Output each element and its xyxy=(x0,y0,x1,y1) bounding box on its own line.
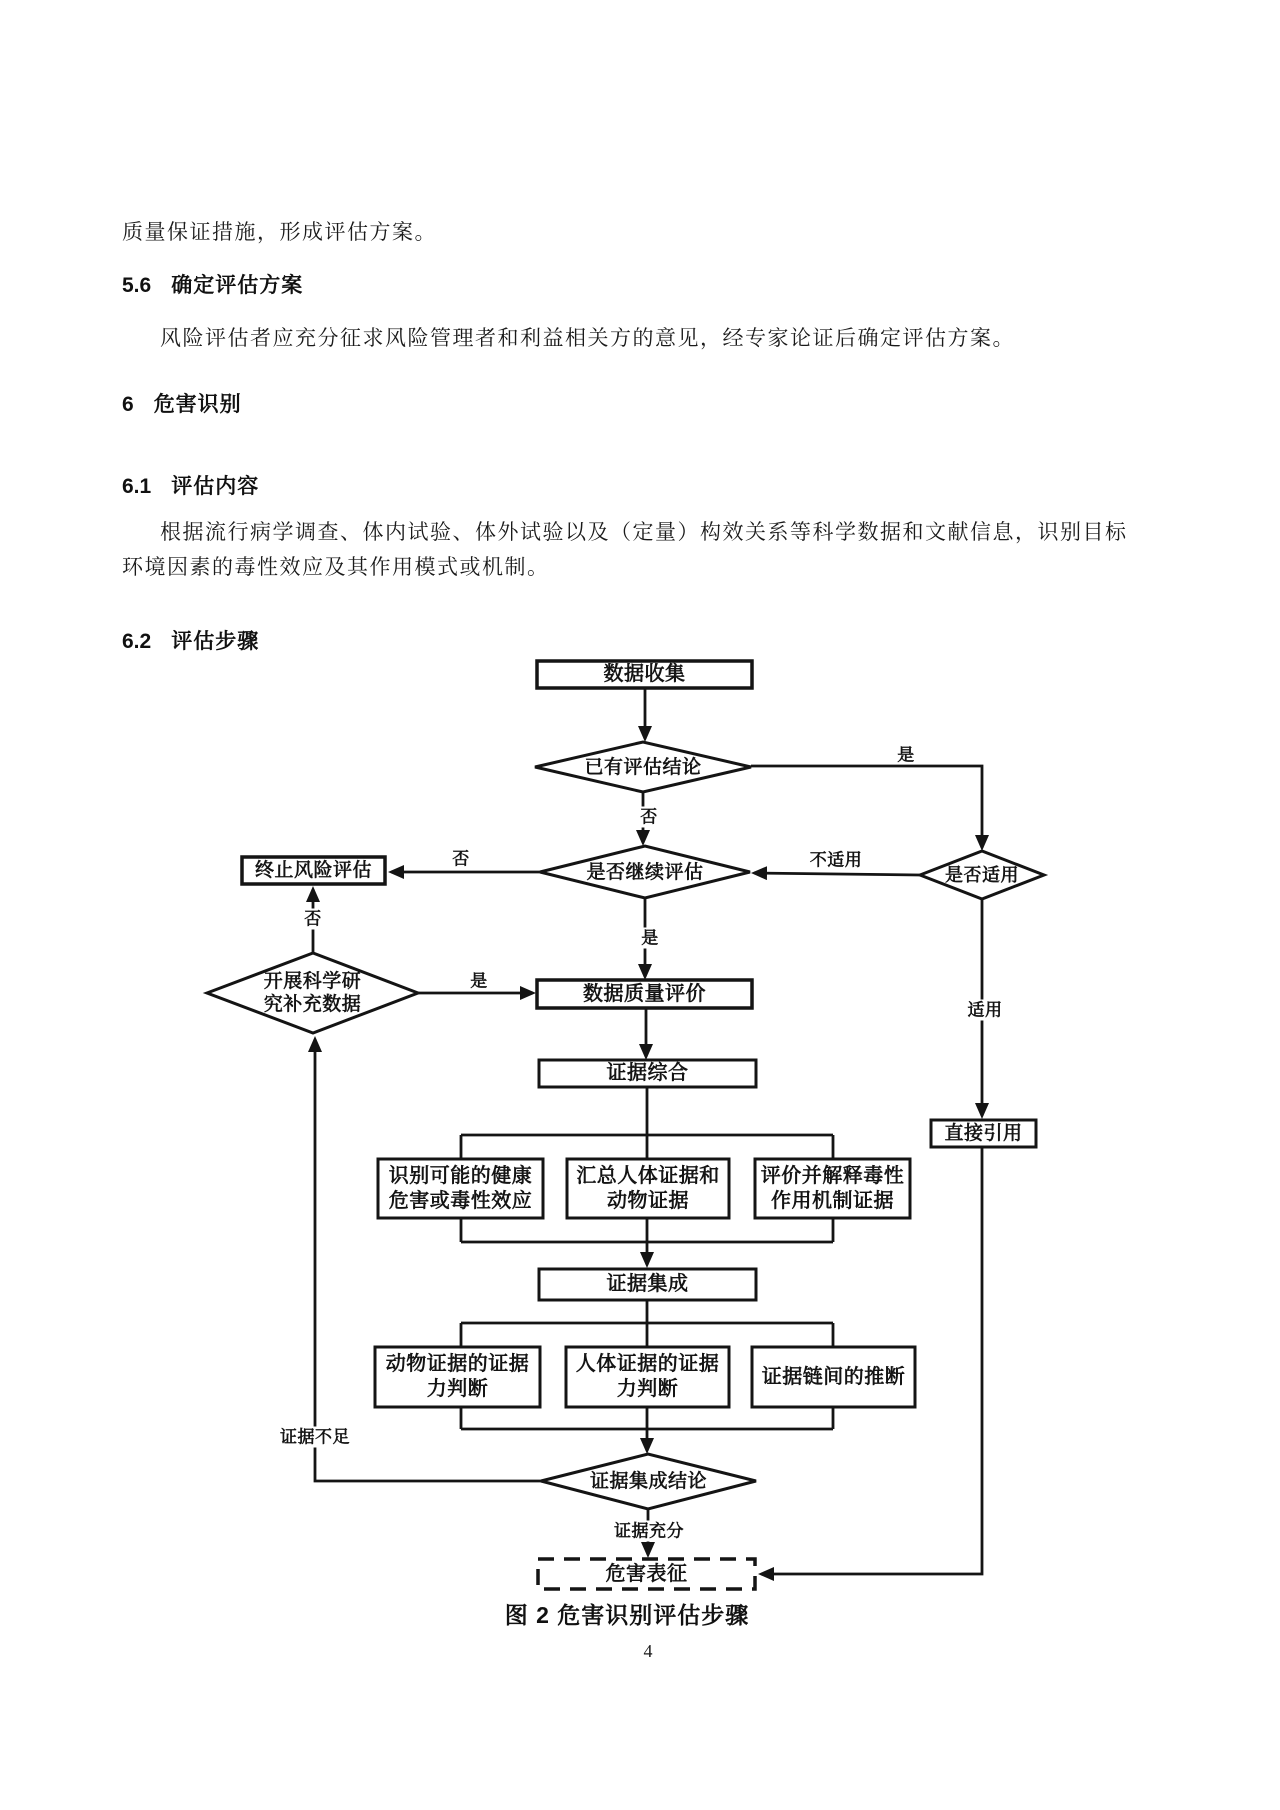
heading-6-number: 6 xyxy=(122,393,134,416)
node-animal-weight-line2: 力判断 xyxy=(426,1378,489,1400)
node-identify-hazard-line1: 识别可能的健康 xyxy=(388,1164,533,1187)
node-summarize-evidence xyxy=(567,1159,729,1218)
node-animal-weight-line1: 动物证据的证据 xyxy=(385,1353,530,1375)
node-continue-assess: 是否继续评估 xyxy=(586,861,704,883)
node-human-weight xyxy=(566,1347,729,1407)
heading-6-1-number: 6.1 xyxy=(122,475,152,498)
node-evaluate-mechanism-line2: 作用机制证据 xyxy=(771,1189,894,1212)
node-summarize-evidence-line1: 汇总人体证据和 xyxy=(576,1164,720,1187)
edge-label-no-research: 否 xyxy=(301,909,325,930)
node-direct-citation: 直接引用 xyxy=(944,1123,1023,1144)
node-chain-inference: 证据链间的推断 xyxy=(761,1365,906,1388)
figure-caption: 图 2 危害识别评估步骤 xyxy=(504,1602,750,1628)
intro-paragraph: 质量保证措施，形成评估方案。 xyxy=(122,220,437,244)
node-research-line1: 开展科学研 xyxy=(263,971,362,992)
node-human-weight-line2: 力判断 xyxy=(616,1378,679,1400)
node-applicable: 是否适用 xyxy=(945,864,1019,885)
node-summarize-evidence-line2: 动物证据 xyxy=(607,1189,689,1212)
node-identify-hazard-line2: 危害或毒性效应 xyxy=(388,1189,533,1212)
node-evaluate-mechanism-line1: 评价并解释毒性 xyxy=(760,1164,905,1187)
node-evidence-integration: 证据集成 xyxy=(606,1273,689,1295)
node-animal-weight xyxy=(375,1347,540,1407)
heading-5-6-title: 确定评估方案 xyxy=(171,274,304,297)
node-identify-hazard xyxy=(378,1159,543,1218)
heading-6-2-number: 6.2 xyxy=(122,630,152,653)
node-hazard-characterization: 危害表征 xyxy=(605,1562,688,1585)
edge-label-yes-research: 是 xyxy=(470,971,488,991)
edge-label-no-terminate: 否 xyxy=(452,849,470,869)
node-research xyxy=(207,953,418,1033)
edge-label-yes-top: 是 xyxy=(897,745,915,765)
heading-5-6-number: 5.6 xyxy=(122,274,152,297)
edge-label-sufficient-evidence: 证据充分 xyxy=(611,1521,687,1542)
paragraph-6-1-line1: 根据流行病学调查、体内试验、体外试验以及（定量）构效关系等科学数据和文献信息，识别目标 xyxy=(160,520,1128,544)
node-integration-conclusion: 证据集成结论 xyxy=(589,1471,707,1492)
edge-label-not-applicable: 不适用 xyxy=(809,850,863,870)
heading-6-2-title: 评估步骤 xyxy=(171,630,260,653)
flow-shapes xyxy=(207,661,1044,1589)
heading-6-1-title: 评估内容 xyxy=(171,475,260,498)
edge-label-applicable: 适用 xyxy=(965,1000,1006,1021)
node-evidence-synthesis: 证据综合 xyxy=(606,1062,689,1084)
node-research-line2: 究补充数据 xyxy=(263,994,362,1015)
node-terminate: 终止风险评估 xyxy=(254,860,372,881)
node-evaluate-mechanism xyxy=(755,1159,910,1218)
paragraph-5-6: 风险评估者应充分征求风险管理者和利益相关方的意见，经专家论证后确定评估方案。 xyxy=(160,326,1015,350)
heading-6-title: 危害识别 xyxy=(153,393,242,416)
node-data-collection: 数据收集 xyxy=(603,663,686,685)
page-number: 4 xyxy=(643,1641,653,1661)
node-data-quality: 数据质量评价 xyxy=(583,982,706,1005)
edge-label-insufficient-evidence: 证据不足 xyxy=(277,1427,353,1448)
edge-label-no-conclusion: 否 xyxy=(637,807,661,828)
edge-label-yes-continue: 是 xyxy=(638,928,662,949)
paragraph-6-1-line2: 环境因素的毒性效应及其作用模式或机制。 xyxy=(122,555,550,579)
node-human-weight-line1: 人体证据的证据 xyxy=(575,1353,720,1375)
node-has-conclusion: 已有评估结论 xyxy=(584,756,702,778)
